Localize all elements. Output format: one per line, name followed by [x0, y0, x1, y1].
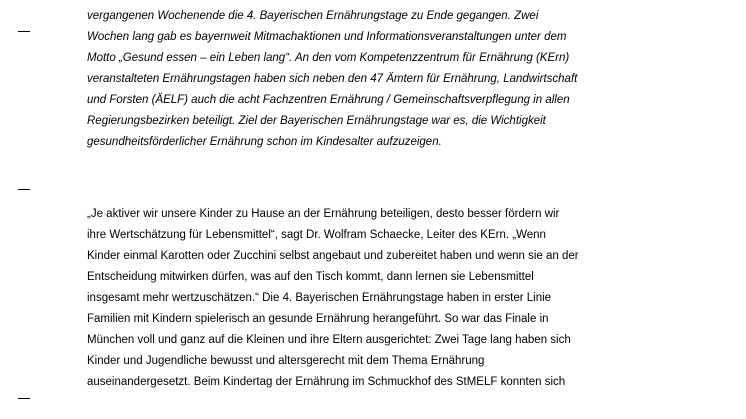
text-line: vergangenen Wochenende die 4. Bayerischen Ernährungstage zu Ende gegangen. Zwei: [87, 10, 539, 22]
text-line: „Je aktiver wir unsere Kinder zu Hause an der Ernährung beteiligen, desto besser fördern wir: [87, 208, 560, 220]
margin-line-mark: [18, 189, 30, 190]
margin-line-mark: [18, 398, 30, 399]
text-line: insgesamt mehr wertzuschätzen.“ Die 4. Bayerischen Ernährungstage haben in erster Linie: [87, 292, 552, 304]
text-line: Familien mit Kindern spielerisch an gesunde Ernährung herangeführt. So war das Finale in: [87, 313, 549, 325]
text-line: auseinandergesetzt. Beim Kindertag der Ernährung im Schmuckhof des StMELF konnten sich: [87, 376, 566, 388]
body-paragraph: [87, 204, 727, 393]
text-line: ihre Wertschätzung für Lebensmittel“, sagt Dr. Wolfram Schaecke, Leiter des KErn. „Wenn: [87, 229, 546, 241]
text-line: Regierungsbezirken beteiligt. Ziel der Bayerischen Ernährungstage war es, die Wichtigkeit: [87, 115, 546, 127]
text-line: Kinder einmal Karotten oder Zucchini selbst angebaut und zubereitet haben und wenn sie an der: [87, 250, 579, 262]
text-line: München voll und ganz auf die Kleinen und ihre Eltern ausgerichtet: Zwei Tage lang haben sich: [87, 334, 571, 346]
text-line: Kinder und Jugendliche bewusst und altersgerecht mit dem Thema Ernährung: [87, 355, 485, 367]
text-line: veranstalteten Ernährungstagen haben sich neben den 47 Ämtern für Ernährung, Landwirtschaft: [87, 73, 578, 85]
margin-line-mark: [18, 31, 30, 32]
text-line: und Forsten (ÄELF) auch die acht Fachzentren Ernährung / Gemeinschaftsverpflegung in allen: [87, 94, 570, 106]
text-line: Wochen lang gab es bayernweit Mitmachaktionen und Informationsveranstaltungen unter dem: [87, 31, 567, 43]
text-line: Motto „Gesund essen – ein Leben lang“. An den vom Kompetenzzentrum für Ernährung (KErn): [87, 52, 570, 64]
intro-paragraph: [87, 6, 717, 153]
text-line: Entscheidung mitwirken dürfen, was auf den Tisch kommt, dann lernen sie Lebensmittel: [87, 271, 534, 283]
text-line: gesundheitsförderlicher Ernährung schon im Kindesalter aufzuzeigen.: [87, 136, 442, 148]
